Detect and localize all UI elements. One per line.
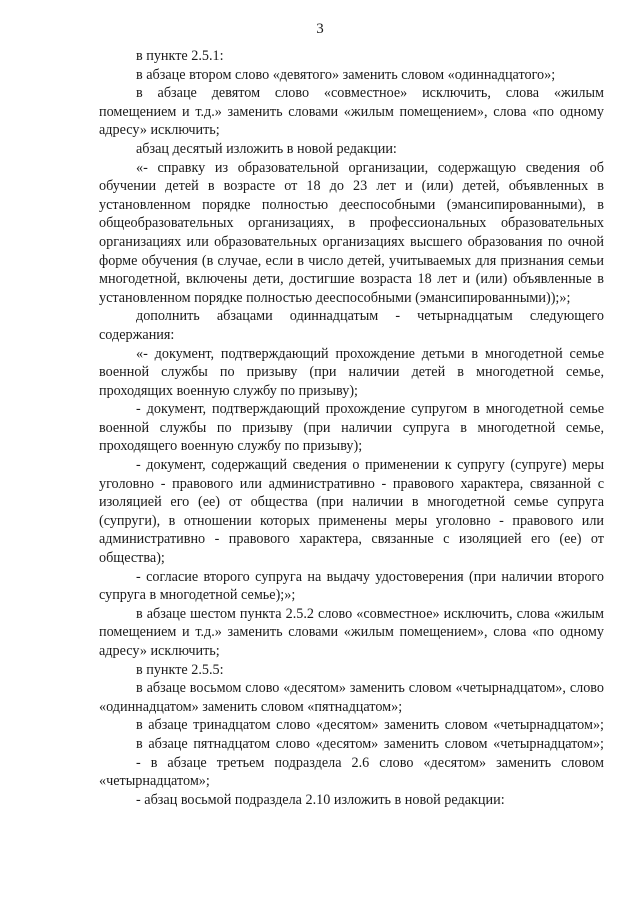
paragraph-point-2-5-2: в абзаце шестом пункта 2.5.2 слово «совместное» исключить, слова «жилым помещением и т.д.» заменить словами «жилым помещением», слова «по одному адресу» исключить; <box>99 605 604 659</box>
paragraph-amend-ninth: в абзаце девятом слово «совместное» исключить, слова «жилым помещением и т.д.» заменить словами «жилым помещением», слова «по одному адресу» исключить; <box>99 85 604 139</box>
paragraph-tenth-new-edition: абзац десятый изложить в новой редакции: <box>136 140 397 157</box>
paragraph-amend-second: в абзаце втором слово «девятого» заменить словом «одиннадцатого»; <box>136 66 556 83</box>
paragraph-subsection-2-6: - в абзаце третьем подраздела 2.6 слово «десятом» заменить словом «четырнадцатом»; <box>99 754 604 790</box>
paragraph-amend-eighth: в абзаце восьмом слово «десятом» заменить словом «четырнадцатом», слово «одиннадцатом» заменить словом «пятнадцатом»; <box>99 680 604 715</box>
paragraph-subsection-2-10: - абзац восьмой подраздела 2.10 изложить в новой редакции: <box>136 791 505 808</box>
paragraph-add-eleventh-fourteenth: дополнить абзацами одиннадцатым - четырнадцатым следующего содержания: <box>99 308 604 343</box>
paragraph-spouse-military-service: - документ, подтверждающий прохождение супругом в многодетной семье военной службы по призыву (при наличии супруга в многодетной семье, проходящего военную службу по призыву); <box>99 401 604 455</box>
paragraph-spouse-isolation: - документ, содержащий сведения о применении к супругу (супруге) меры уголовно - правового или административно - правового характера, связанной с изоляцией его (ее) от общества (при наличии в многодетной семье супруга (супруги), в отношении которых применены меры уголовно - правового или административно - правового характера, связанные с изоляцией его (ее) от общества); <box>99 457 604 567</box>
document-body <box>99 47 604 809</box>
paragraph-education-certificate: «- справку из образовательной организации, содержащую сведения об обучении детей в возрасте от 18 до 23 лет и (или) детей, объявленных в установленном порядке полностью дееспособными (эмансипированными), в общеобразовательных организациях, в профессиональных образовательных организациях или образовательных организациях высшего образования по очной форме обучения (в случае, если в число детей, учитываемых для признания семьи многодетной, включены дети, достигшие возраста 18 лет и (или) объявленные в установленном порядке полностью дееспособными (эмансипированными));»; <box>99 159 604 306</box>
paragraph-second-spouse-consent: - согласие второго супруга на выдачу удостоверения (при наличии второго супруга в многодетной семье);»; <box>99 568 604 604</box>
paragraph-children-military-service: «- документ, подтверждающий прохождение детьми в многодетной семье военной службы по призыву (при наличии детей в многодетной семье, проходящих военную службу по призыву); <box>99 345 604 399</box>
paragraph-point-2-5-5: в пункте 2.5.5: <box>136 661 224 678</box>
paragraph-amend-thirteenth: в абзаце тринадцатом слово «десятом» заменить словом «четырнадцатом»; <box>136 717 604 734</box>
paragraph-amend-fifteenth: в абзаце пятнадцатом слово «десятом» заменить словом «четырнадцатом»; <box>136 735 604 752</box>
paragraph-point-2-5-1: в пункте 2.5.1: <box>136 48 224 64</box>
page-number: 3 <box>316 21 324 37</box>
